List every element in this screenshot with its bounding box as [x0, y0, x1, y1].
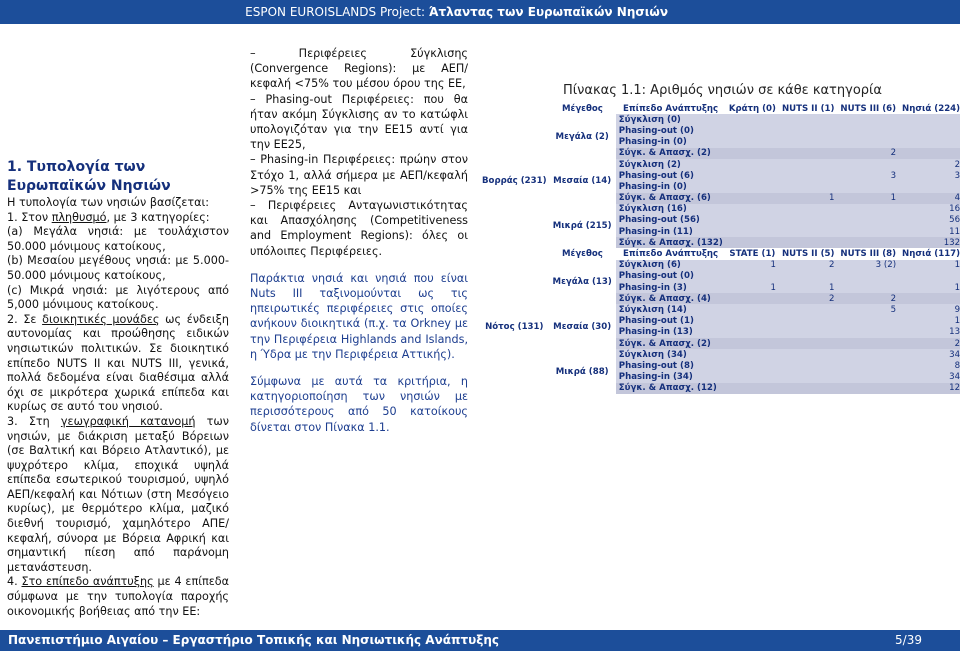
count-cell: 4: [899, 193, 960, 204]
header-title: [245, 5, 668, 19]
table-row: [479, 204, 960, 215]
count-cell: [779, 237, 837, 248]
underlined-term: πληθυσμό: [51, 210, 107, 224]
footer-text: Πανεπιστήμιο Αιγαίου – Εργαστήριο Τοπικής και Νησιωτικής Ανάπτυξης: [8, 633, 499, 647]
count-cell: [779, 215, 837, 226]
count-cell: [779, 271, 837, 282]
text: 4.: [7, 575, 22, 589]
count-cell: [779, 159, 837, 170]
development-level: Phasing-out (0): [615, 125, 726, 136]
count-cell: [837, 383, 899, 394]
count-cell: [726, 372, 779, 383]
count-cell: [837, 237, 899, 248]
development-level: Phasing-in (11): [615, 226, 726, 237]
count-cell: [837, 226, 899, 237]
top-bar: [0, 0, 960, 24]
count-cell: [726, 215, 779, 226]
header-blank: [479, 248, 550, 259]
count-cell: [779, 125, 837, 136]
header-cell: NUTS II (1): [779, 103, 837, 114]
development-level: Phasing-out (8): [615, 360, 726, 371]
text: με 4 επίπεδα σύμφωνα με την τυπολογία παροχής οικονομικής βοήθειας από την ΕΕ:: [7, 575, 229, 618]
count-cell: 3 (2): [837, 260, 899, 271]
count-cell: 3: [899, 170, 960, 181]
islands-table: [479, 103, 960, 394]
table-row: [479, 349, 960, 360]
count-cell: [726, 338, 779, 349]
text: 1. Στον: [7, 210, 52, 224]
count-cell: [837, 349, 899, 360]
count-cell: [779, 338, 837, 349]
development-level: Phasing-in (0): [615, 181, 726, 192]
count-cell: [726, 159, 779, 170]
development-level: Σύγκλιση (0): [615, 114, 726, 125]
count-cell: [726, 327, 779, 338]
count-cell: 2: [899, 338, 960, 349]
count-cell: [726, 114, 779, 125]
count-cell: [726, 360, 779, 371]
count-cell: 8: [899, 360, 960, 371]
count-cell: [726, 193, 779, 204]
text: ως ένδειξη αυτονομίας και προώθησης ειδικών νησιωτικών πολιτικών. Σε διοικητικό επίπεδο NUTS II και NUTS III, γενικά, πολλά δεδομένα είναι διαθέσιμα αλλά όχι σε μικρότερα χωρικά επίπεδα και κυρίως σε αυτό του νησιού.: [7, 312, 229, 414]
count-cell: [779, 372, 837, 383]
development-level: Σύγκ. & Απασχ. (12): [615, 383, 726, 394]
column-left: [7, 158, 229, 619]
header-cell: NUTS III (8): [837, 248, 899, 259]
table-row: [479, 159, 960, 170]
count-cell: [837, 114, 899, 125]
count-cell: 2: [837, 293, 899, 304]
count-cell: [837, 137, 899, 148]
count-cell: [726, 226, 779, 237]
development-level: Σύγκ. & Απασχ. (132): [615, 237, 726, 248]
count-cell: [837, 316, 899, 327]
bullet-phasing-in: – Phasing-in Περιφέρειες: πρώην στον Στόχο 1, αλλά σήμερα με ΑΕΠ/κεφαλή >75% της ΕΕ15 και: [250, 153, 468, 197]
count-cell: [899, 181, 960, 192]
count-cell: 56: [899, 215, 960, 226]
count-cell: 9: [899, 304, 960, 315]
count-cell: [779, 226, 837, 237]
criterion-development: [7, 575, 229, 619]
count-cell: [837, 215, 899, 226]
text: 2. Σε: [7, 312, 43, 326]
count-cell: [837, 181, 899, 192]
count-cell: [779, 148, 837, 159]
page-number: 5/39: [895, 633, 922, 647]
population-c: (c) Μικρά νησιά: με λιγότερους από 5,000 μόνιμους κατοίκους.: [7, 283, 229, 312]
count-cell: 2: [779, 293, 837, 304]
count-cell: [779, 304, 837, 315]
count-cell: [726, 293, 779, 304]
count-cell: [837, 125, 899, 136]
population-b: (b) Μεσαίου μεγέθους νησιά: με 5.000-50.000 μόνιμους κατοίκους,: [7, 254, 229, 282]
count-cell: 2: [779, 260, 837, 271]
criterion-admin: [7, 313, 229, 415]
bottom-bar: [0, 630, 960, 651]
development-level: Σύγκλιση (6): [615, 260, 726, 271]
count-cell: 3: [837, 170, 899, 181]
population-a: (a) Μεγάλα νησιά: με τουλάχιστον 50.000 μόνιμους κατοίκους,: [7, 225, 229, 253]
header-cell: Μέγεθος: [550, 248, 616, 259]
count-cell: [837, 282, 899, 293]
development-level: Σύγκ. & Απασχ. (2): [615, 148, 726, 159]
table-row: [479, 304, 960, 315]
count-cell: 1: [899, 282, 960, 293]
count-cell: [726, 316, 779, 327]
count-cell: [779, 360, 837, 371]
count-cell: 13: [899, 327, 960, 338]
count-cell: [779, 181, 837, 192]
south-label: Νότος (131): [479, 260, 550, 394]
count-cell: 34: [899, 349, 960, 360]
size-label: Μεσαία (14): [550, 159, 616, 204]
north-header-row: [479, 103, 960, 114]
header-prefix: ESPON EUROISLANDS Project:: [245, 5, 429, 19]
count-cell: [779, 383, 837, 394]
intro-text: Η τυπολογία των νησιών βασίζεται:: [7, 196, 210, 209]
development-level: Phasing-in (34): [615, 372, 726, 383]
count-cell: [726, 383, 779, 394]
count-cell: [726, 125, 779, 136]
count-cell: [726, 148, 779, 159]
count-cell: [837, 204, 899, 215]
criterion-geography: [7, 415, 229, 576]
count-cell: 12: [899, 383, 960, 394]
size-label: Μικρά (215): [550, 204, 616, 249]
count-cell: [726, 271, 779, 282]
count-cell: [779, 170, 837, 181]
count-cell: 1: [899, 260, 960, 271]
development-level: Phasing-out (6): [615, 170, 726, 181]
count-cell: [726, 237, 779, 248]
count-cell: 1: [779, 193, 837, 204]
count-cell: [726, 137, 779, 148]
table-title: Πίνακας 1.1: Αριθμός νησιών σε κάθε κατηγορία: [563, 83, 882, 98]
count-cell: [899, 148, 960, 159]
bullet-phasing-out: – Phasing-out Περιφέρειες: που θα ήταν ακόμη Σύγκλισης αν το κατώφλι υπολογιζόταν για την ΕΕ15 αντί για την ΕΕ25,: [250, 92, 468, 152]
count-cell: [837, 360, 899, 371]
text: των νησιών, με διάκριση μεταξύ Βόρειων (σε Βαλτική και Βόρειο Ατλαντικό), με ψυχρότερο κλίμα, εποχικά υψηλά επίπεδα εσωτερικού τουρισμού, υψηλό ΑΕΠ/κεφαλή και Νότιων (στη Μεσόγειο κυρίως), με θερμότερο κλίμα, μαζικό διεθνή τουρισμό, χαμηλότερο ΑΠΕ/κεφαλή, σύνορα με Βόρεια Αφρική και σημαντική πίεση από παράνομη μετανάστευση.: [7, 414, 229, 574]
count-cell: [779, 114, 837, 125]
count-cell: 16: [899, 204, 960, 215]
summary-text: Σύμφωνα με αυτά τα κριτήρια, η κατηγοριοποίηση των νησιών με περισσότερους από 50 κατοίκους δίνεται στον Πίνακα 1.1.: [250, 375, 468, 434]
development-level: Σύγκλιση (2): [615, 159, 726, 170]
size-label: Μεσαία (30): [550, 304, 616, 349]
header-cell: Επίπεδο Ανάπτυξης: [615, 248, 726, 259]
count-cell: [837, 372, 899, 383]
count-cell: [899, 271, 960, 282]
count-cell: [779, 327, 837, 338]
count-cell: 34: [899, 372, 960, 383]
count-cell: [779, 349, 837, 360]
development-level: Σύγκλιση (16): [615, 204, 726, 215]
count-cell: [899, 114, 960, 125]
bullet-convergence: – Περιφέρειες Σύγκλισης (Convergence Regions): με ΑΕΠ/κεφαλή <75% του μέσου όρου της ΕΕ,: [250, 47, 468, 91]
count-cell: [779, 137, 837, 148]
underlined-term: Στο επίπεδο ανάπτυξης: [21, 575, 154, 589]
count-cell: [837, 159, 899, 170]
header-cell: NUTS III (6): [837, 103, 899, 114]
count-cell: 2: [899, 159, 960, 170]
count-cell: [726, 181, 779, 192]
underlined-term: διοικητικές μονάδες: [42, 312, 160, 326]
development-level: Σύγκλιση (34): [615, 349, 726, 360]
table-row: [479, 260, 960, 271]
development-level: Phasing-out (0): [615, 271, 726, 282]
count-cell: 5: [837, 304, 899, 315]
size-label: Μεγάλα (13): [550, 260, 616, 305]
development-level: Σύγκ. & Απασχ. (2): [615, 338, 726, 349]
development-level: Phasing-out (1): [615, 316, 726, 327]
size-label: Μεγάλα (2): [550, 114, 616, 159]
header-blank: [479, 103, 550, 114]
development-level: Phasing-in (3): [615, 282, 726, 293]
column-middle: [250, 46, 468, 435]
north-label: Βορράς (231): [479, 114, 550, 248]
header-cell: Νησιά (117): [899, 248, 960, 259]
count-cell: [726, 349, 779, 360]
text: 3. Στη: [7, 414, 61, 428]
count-cell: [899, 125, 960, 136]
table-row: [479, 114, 960, 125]
count-cell: [837, 338, 899, 349]
underlined-term: γεωγραφική κατανομή: [60, 414, 196, 428]
count-cell: [837, 327, 899, 338]
count-cell: [779, 316, 837, 327]
text: , με 3 κατηγορίες:: [106, 210, 210, 224]
development-level: Phasing-in (13): [615, 327, 726, 338]
development-level: Σύγκλιση (14): [615, 304, 726, 315]
count-cell: 2: [837, 148, 899, 159]
count-cell: [726, 304, 779, 315]
count-cell: [726, 170, 779, 181]
header-cell: NUTS II (5): [779, 248, 837, 259]
header-cell: Νησιά (224): [899, 103, 960, 114]
criterion-population: [7, 211, 229, 226]
development-level: Σύγκ. & Απασχ. (6): [615, 193, 726, 204]
coastal-islands-text: Παράκτια νησιά και νησιά που είναι Nuts III ταξινομούνται ως τις ηπειρωτικές περιφέρειες στις οποίες ανήκουν διοικητικά (π.χ. τα Orkney με την Περιφέρεια Highlands and Islands, η Ύδρα με την Περιφέρεια Αττικής).: [250, 271, 468, 361]
count-cell: 132: [899, 237, 960, 248]
count-cell: [726, 204, 779, 215]
header-cell: Επίπεδο Ανάπτυξης: [615, 103, 726, 114]
count-cell: [899, 137, 960, 148]
count-cell: 1: [779, 282, 837, 293]
header-title-text: Άτλαντας των Ευρωπαϊκών Νησιών: [428, 5, 668, 19]
header-cell: STATE (1): [726, 248, 779, 259]
count-cell: 1: [726, 282, 779, 293]
section-heading: 1. Τυπολογία των Ευρωπαϊκών Νησιών: [7, 159, 171, 194]
development-level: Σύγκ. & Απασχ. (4): [615, 293, 726, 304]
count-cell: 1: [726, 260, 779, 271]
count-cell: [837, 271, 899, 282]
count-cell: 1: [899, 316, 960, 327]
count-cell: [899, 293, 960, 304]
south-header-row: [479, 248, 960, 259]
count-cell: 1: [837, 193, 899, 204]
bullet-competitiveness: – Περιφέρειες Ανταγωνιστικότητας και Απασχόλησης (Competitiveness and Employment Regions): όλες οι υπόλοιπες Περιφέρειες.: [250, 199, 468, 258]
size-label: Μικρά (88): [550, 349, 616, 394]
count-cell: 11: [899, 226, 960, 237]
count-cell: [779, 204, 837, 215]
header-cell: Μέγεθος: [550, 103, 616, 114]
development-level: Phasing-in (0): [615, 137, 726, 148]
development-level: Phasing-out (56): [615, 215, 726, 226]
header-cell: Κράτη (0): [726, 103, 779, 114]
